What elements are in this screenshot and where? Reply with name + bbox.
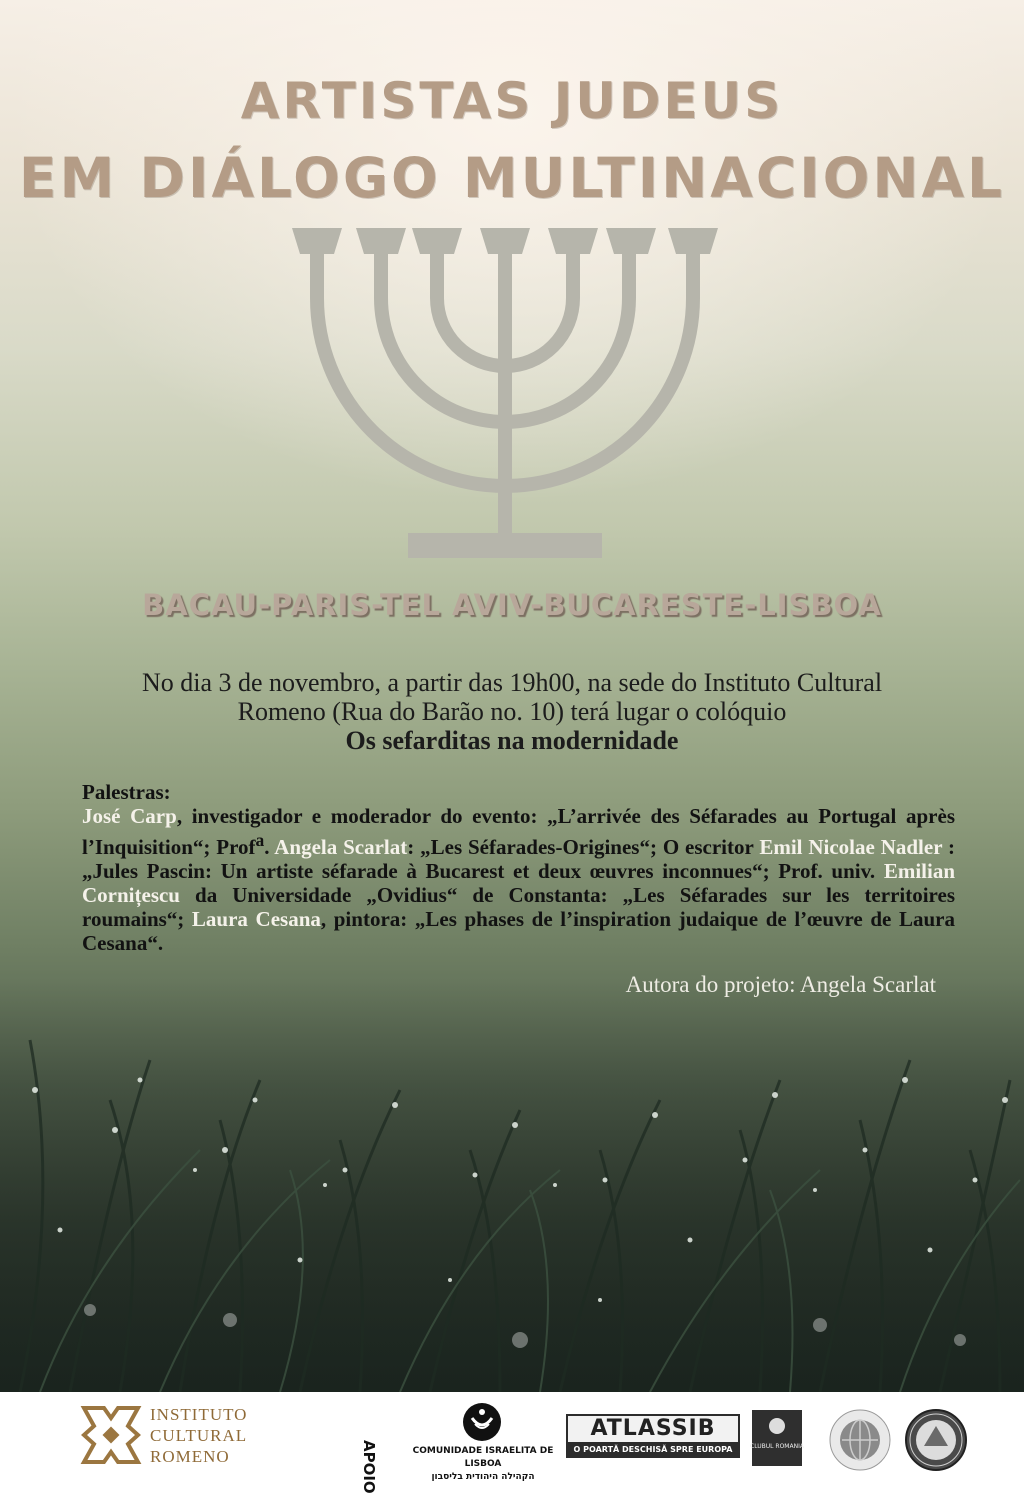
icr-wordmark bbox=[150, 1404, 247, 1467]
globe-badge bbox=[828, 1408, 892, 1472]
atlassib-name: ATLASSIB bbox=[568, 1416, 738, 1442]
support-label: APOIO bbox=[360, 1440, 378, 1494]
project-author: Autora do projeto: Angela Scarlat bbox=[625, 972, 936, 997]
menorah-icon bbox=[290, 228, 720, 568]
speaker-name: Angela Scarlat bbox=[274, 835, 408, 859]
lectures-label: Palestras: bbox=[82, 780, 171, 804]
speaker-name: Laura Cesana bbox=[191, 907, 321, 931]
speaker-name: José Carp bbox=[82, 804, 177, 828]
lecture-text: : „Les Séfarades-Origines“; O escritor bbox=[407, 835, 760, 859]
icr-line-2: CULTURAL bbox=[150, 1426, 248, 1445]
lecture-text: , pintora: „Les phases de l’inspiration judaique de l’œuvre de Laura Cesana“. bbox=[82, 907, 955, 955]
club-badge bbox=[750, 1408, 804, 1468]
speaker-name: Emilian Cornițescu bbox=[82, 859, 955, 907]
icr-line-3: ROMENO bbox=[150, 1447, 230, 1466]
cil-wordmark bbox=[410, 1445, 556, 1484]
intro-line-1: No dia 3 de novembro, a partir das 19h00, na sede do Instituto Cultural bbox=[141, 668, 883, 697]
event-intro bbox=[70, 668, 954, 755]
title-line-1: ARTISTAS JUDEUS bbox=[240, 72, 784, 130]
lectures-block bbox=[82, 780, 955, 955]
colloquium-title: Os sefarditas na modernidade bbox=[345, 726, 679, 755]
lecture-text: . bbox=[264, 835, 275, 859]
intro-line-2: Romeno (Rua do Barão no. 10) terá lugar o colóquio bbox=[237, 697, 787, 726]
cities-subtitle: BACAU-PARIS-TEL AVIV-BUCARESTE-LISBOA bbox=[142, 588, 882, 622]
cil-logo bbox=[462, 1402, 502, 1442]
club-badge-text: CLUBUL ROMANIA bbox=[750, 1443, 804, 1450]
lsrs-seal bbox=[904, 1408, 968, 1472]
title-line-2: EM DIÁLOGO MULTINACIONAL bbox=[18, 146, 1006, 210]
lecture-text: , investigador e moderador do evento: „L’arrivée des Séfarades au Portugal après l’Inquisition“; Prof bbox=[82, 804, 955, 859]
icr-line-1: INSTITUTO bbox=[150, 1405, 248, 1424]
cil-line-1: COMUNIDADE ISRAELITA DE LISBOA bbox=[412, 1446, 554, 1469]
lecture-text: : „Jules Pascin: Un artiste séfarade à Bucarest et deux œuvres inconnues“; Prof. univ. bbox=[82, 835, 956, 883]
speaker-name: Emil Nicolae Nadler bbox=[759, 835, 943, 859]
lecture-text: a bbox=[255, 830, 265, 850]
lecture-text: da Universidade „Ovidius“ de Constanta: „Les Séfarades sur les territoires roumains“; bbox=[82, 883, 955, 931]
cil-line-2: הקהילה היהודית בליסבון bbox=[431, 1472, 535, 1482]
atlassib-tagline: O POARTĂ DESCHISĂ SPRE EUROPA bbox=[573, 1445, 733, 1454]
icr-cross-logo bbox=[80, 1404, 142, 1466]
